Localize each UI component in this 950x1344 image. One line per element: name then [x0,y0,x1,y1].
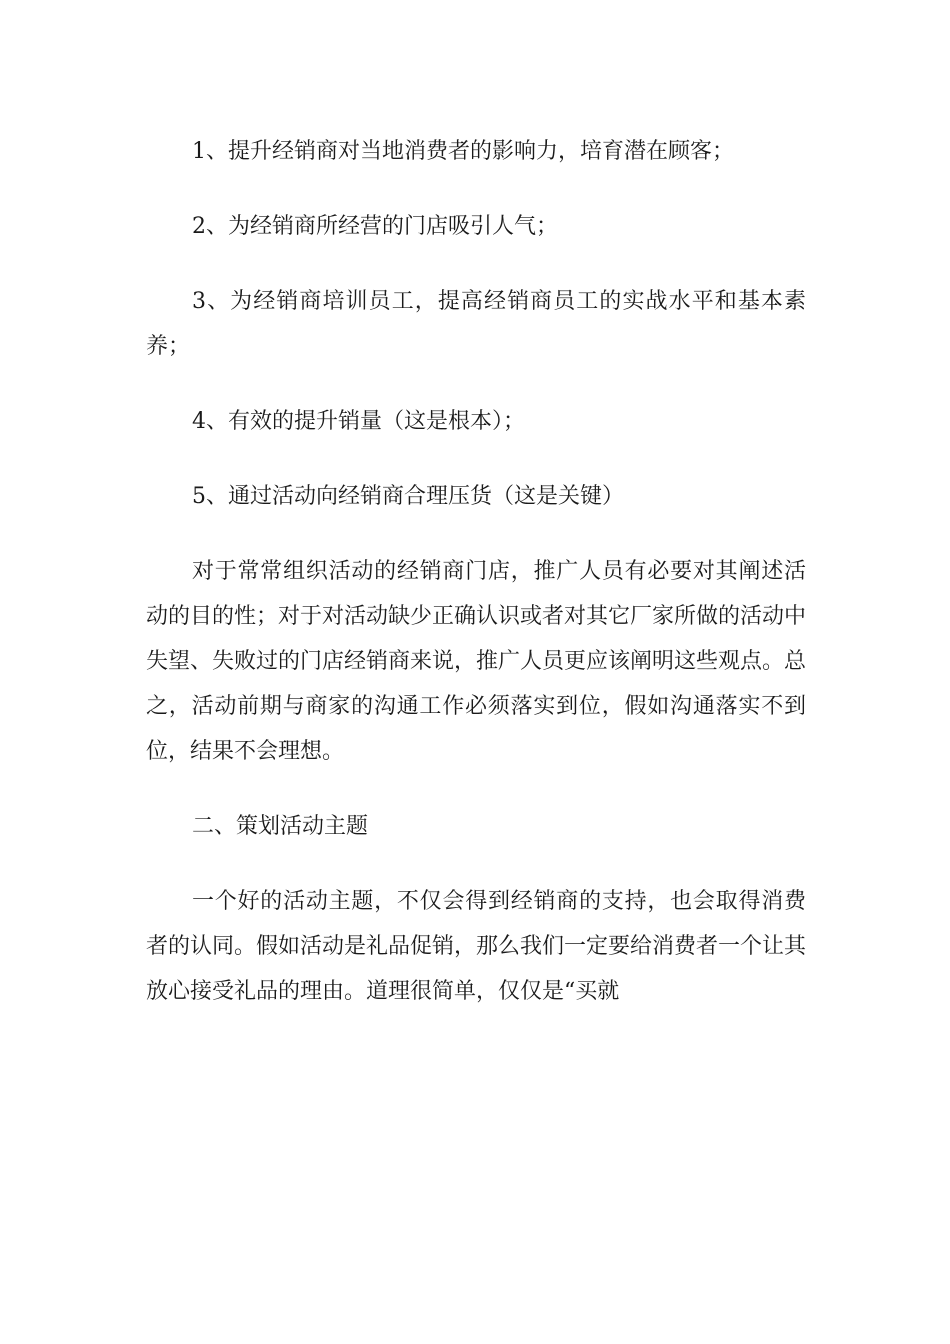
body-paragraph-theme: 一个好的活动主题，不仅会得到经销商的支持，也会取得消费者的认同。假如活动是礼品促销，那么我们一定要给消费者一个让其放心接受礼品的理由。道理很简单，仅仅是“买就 [146,889,807,1004]
list-item-4: 4、有效的提升销量（这是根本）； [192,409,525,434]
document-body [146,129,806,1044]
list-item-2: 2、为经销商所经营的门店吸引人气； [192,214,558,239]
list-item-5: 5、通过活动向经销商合理压货（这是关键） [192,484,624,509]
list-item-3: 3、为经销商培训员工，提高经销商员工的实战水平和基本素养； [146,289,806,359]
list-item-1: 1、提升经销商对当地消费者的影响力，培育潜在顾客； [192,139,734,164]
body-paragraph-communication: 对于常常组织活动的经销商门店，推广人员有必要对其阐述活动的目的性；对于对活动缺少正确认识或者对其它厂家所做的活动中失望、失败过的门店经销商来说，推广人员更应该阐明这些观点。总之，活动前期与商家的沟通工作必须落实到位，假如沟通落实不到位，结果不会理想。 [146,559,807,764]
section-heading: 二、策划活动主题 [192,814,369,839]
